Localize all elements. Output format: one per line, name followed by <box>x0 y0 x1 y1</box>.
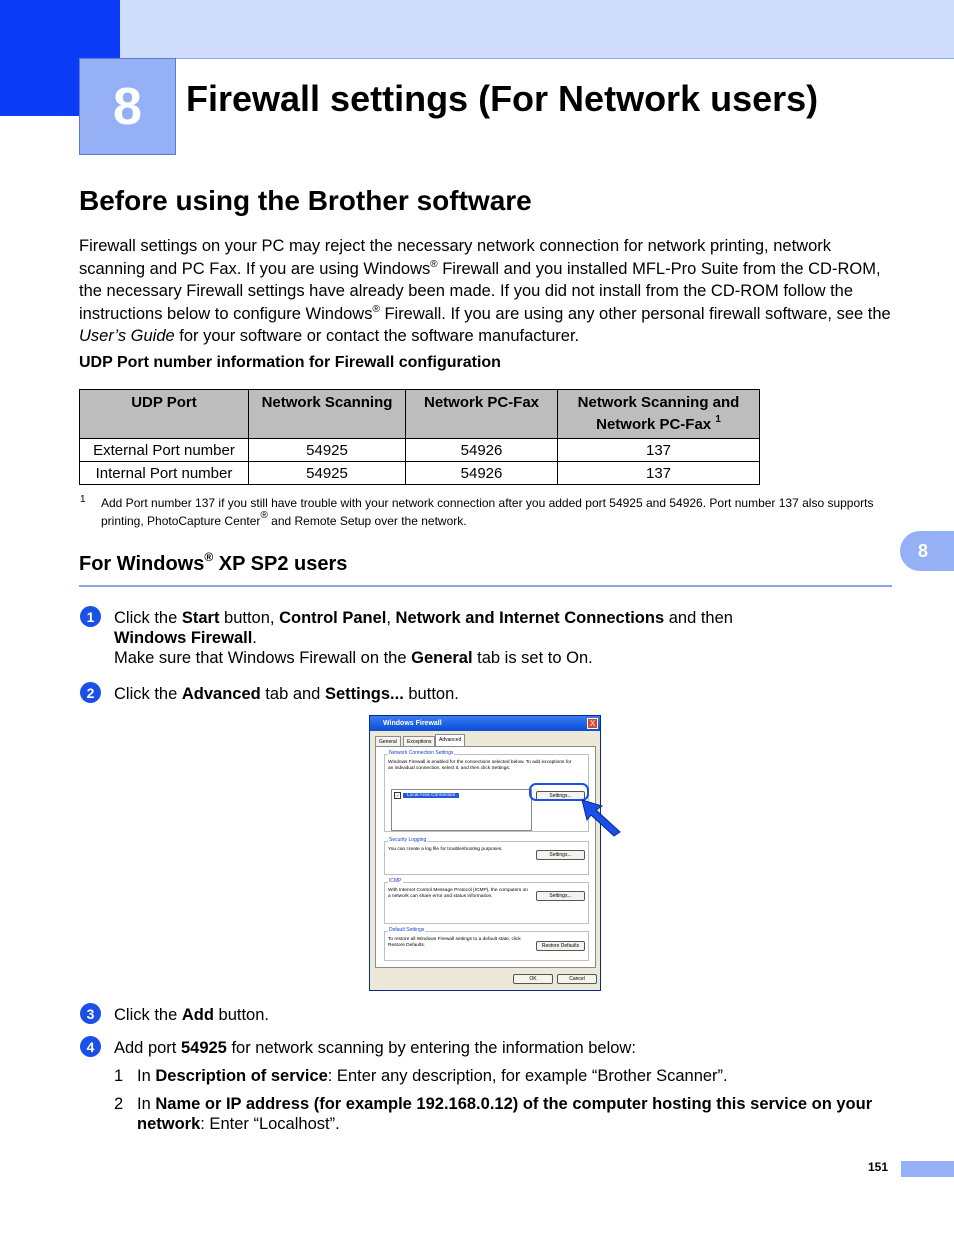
table-row <box>80 439 760 462</box>
ok-button[interactable]: OK <box>513 974 553 984</box>
icmp-settings-button[interactable]: Settings... <box>536 891 585 901</box>
footnote-mark: 1 <box>80 494 86 505</box>
group-title: Network Connection Settings <box>389 750 454 756</box>
subsection-title: For Windows® XP SP2 users <box>79 550 348 575</box>
group-title: Security Logging <box>389 837 427 843</box>
restore-defaults-button[interactable]: Restore Defaults <box>536 941 585 951</box>
step-number-2: 2 <box>80 682 101 703</box>
step-number-4: 4 <box>80 1036 101 1057</box>
substep-2-text: In Name or IP address (for example 192.168.0.12) of the computer hosting this service on your network: Enter “Localhost”. <box>137 1095 873 1133</box>
list-item[interactable] <box>394 792 528 799</box>
page-number-bar <box>901 1161 954 1177</box>
checkbox-icon[interactable]: ✓ <box>395 793 400 798</box>
group-text: Windows Firewall is enabled for the connections selected below. To add exceptions for an individual connection, select it, and then click Settings: <box>388 760 572 771</box>
step-3-text: Click the Add button. <box>114 1006 269 1024</box>
connection-list[interactable] <box>391 789 532 831</box>
footnote-ref: 1 <box>715 414 721 425</box>
close-icon[interactable]: X <box>587 718 598 729</box>
step-2-text: Click the Advanced tab and Settings... button. <box>114 685 459 703</box>
group-text: To restore all Windows Firewall settings to a default state, click Restore Defaults. <box>388 937 521 948</box>
footnote-text: Add Port number 137 if you still have trouble with your network connection after you added port 54925 and 54926. Port number 137 also supports printing, PhotoCapture Center® and Remote Setup over the network. <box>101 496 874 528</box>
table-header-cell: Network Scanning and Network PC-Fax $^1$ <box>558 390 760 439</box>
table-cell: 54926 <box>406 439 558 462</box>
section-title: Before using the Brother software <box>79 185 532 216</box>
table-cell: 137 <box>558 439 760 462</box>
group-text: With Internet Control Message Protocol (ICMP), the computers on a network can share error and status information. <box>388 888 528 899</box>
security-logging-group <box>384 837 589 875</box>
icmp-group <box>384 878 589 924</box>
dialog-title-bar: Windows Firewall <box>370 716 600 731</box>
step-number-1: 1 <box>80 606 101 627</box>
substep-1-number: 1 <box>114 1067 124 1085</box>
udp-port-table <box>79 389 760 485</box>
substep-1-text: In Description of service: Enter any description, for example “Brother Scanner”. <box>137 1067 728 1085</box>
pointer-arrow-icon <box>580 798 624 838</box>
tab-exceptions[interactable]: Exceptions <box>403 736 435 747</box>
step-1-text: Click the Start button, Control Panel, Network and Internet Connections and then Windows Firewall. Make sure that Windows Firewall on the General tab is set to On. <box>114 609 733 667</box>
page-number: 151 <box>868 1160 889 1174</box>
subsection-rule <box>79 585 892 587</box>
network-settings-button[interactable]: Settings... <box>536 791 585 801</box>
table-header-row <box>80 390 760 439</box>
tab-general[interactable]: General <box>375 736 401 747</box>
windows-firewall-screenshot <box>369 715 601 991</box>
table-cell: 54925 <box>249 439 406 462</box>
cancel-button[interactable]: Cancel <box>557 974 597 984</box>
table-cell: 54925 <box>249 462 406 485</box>
step-4-text: Add port 54925 for network scanning by entering the information below: <box>114 1039 636 1057</box>
group-title: Default Settings <box>389 927 425 933</box>
table-cell: Internal Port number <box>80 462 249 485</box>
table-caption: UDP Port number information for Firewall configuration <box>79 354 501 371</box>
chapter-title: Firewall settings (For Network users) <box>186 78 819 119</box>
advanced-tab-panel <box>375 746 596 968</box>
table-header-cell: UDP Port <box>80 390 249 439</box>
intro-paragraph: Firewall settings on your PC may reject the necessary network connection for network printing, network scanning and PC Fax. If you are using Windows® Firewall and you installed MFL-Pro Suite from the CD-ROM, the necessary Firewall settings have already been made. If you did not install from the CD-ROM follow the instructions below to configure Windows® Firewall. If you are using any other personal firewall software, see the User’s Guide for your software or contact the software manufacturer. <box>79 237 891 345</box>
group-text: You can create a log file for troubleshooting purposes. <box>388 847 503 852</box>
header-band <box>120 0 954 59</box>
table-row <box>80 462 760 485</box>
step-number-3: 3 <box>80 1003 101 1024</box>
tab-advanced[interactable]: Advanced <box>435 734 465 747</box>
chapter-side-tab: 8 <box>900 531 954 571</box>
table-cell: 54926 <box>406 462 558 485</box>
connection-label: Local Area Connection <box>403 793 459 798</box>
logging-settings-button[interactable]: Settings... <box>536 850 585 860</box>
substep-2-number: 2 <box>114 1095 124 1113</box>
table-cell: External Port number <box>80 439 249 462</box>
table-cell: 137 <box>558 462 760 485</box>
chapter-number-box: 8 <box>79 58 176 155</box>
table-header-cell: Network PC-Fax <box>406 390 558 439</box>
default-settings-group <box>384 927 589 961</box>
table-header-cell: Network Scanning <box>249 390 406 439</box>
group-title: ICMP <box>389 878 402 884</box>
